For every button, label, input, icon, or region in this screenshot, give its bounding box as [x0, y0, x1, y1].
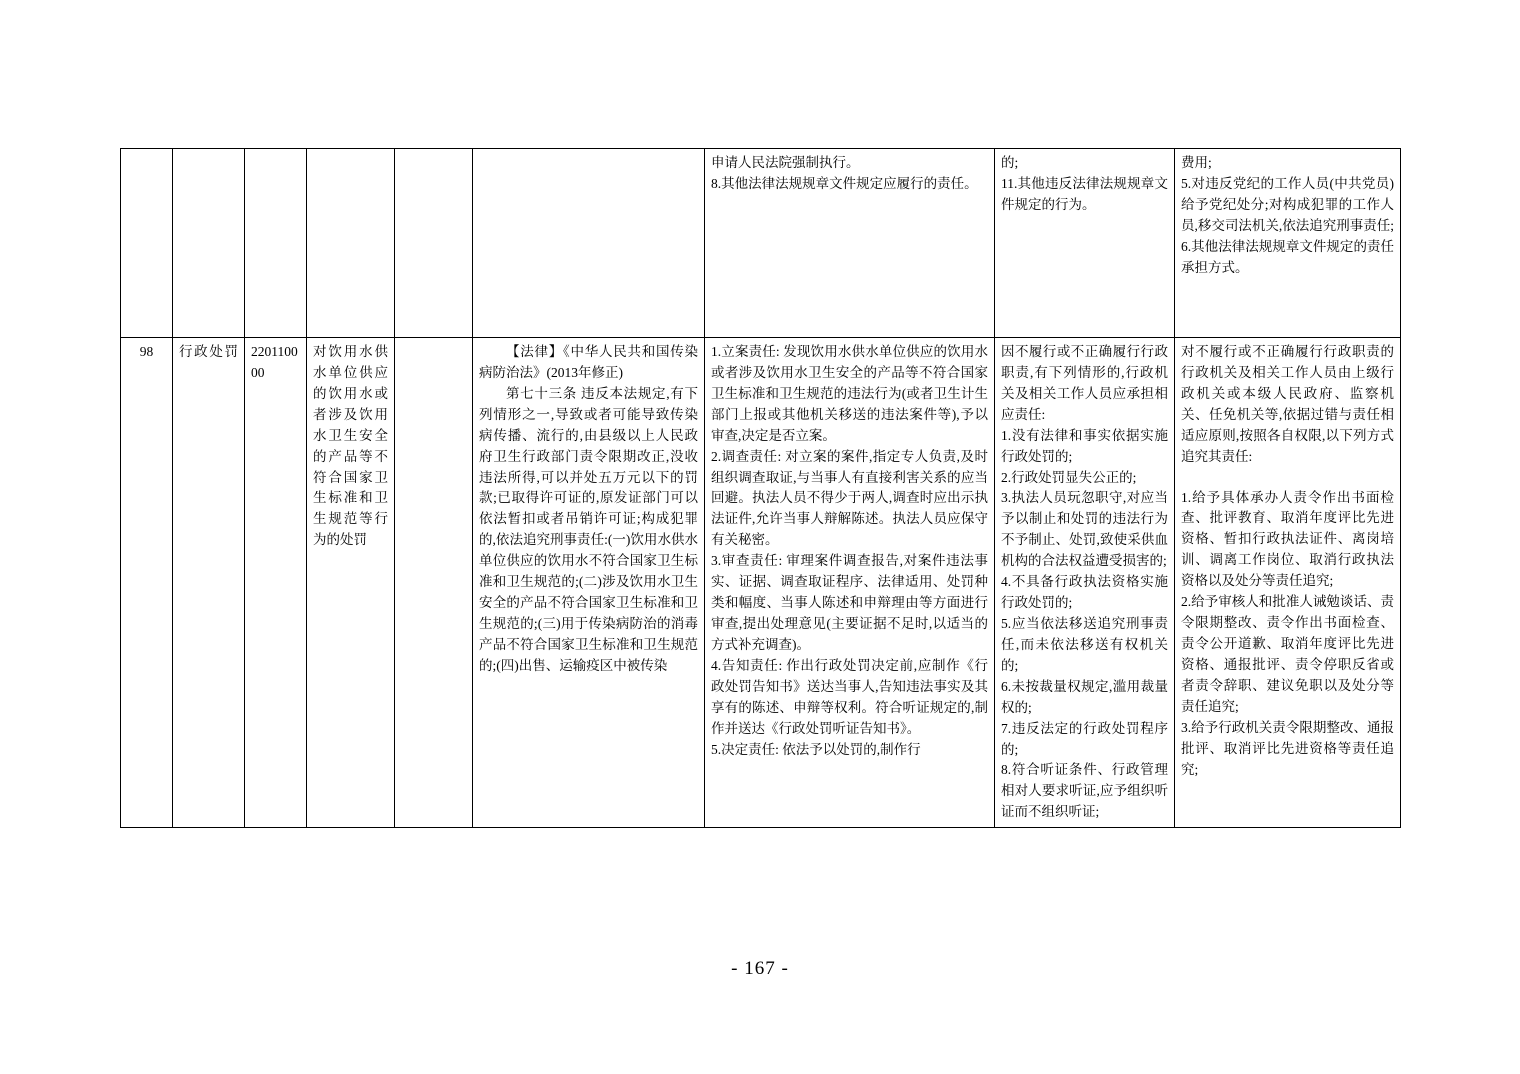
duty-text: 4.告知责任: 作出行政处罚决定前,应制作《行政处罚告知书》送达当事人,告知违法事实及其享有的陈述、申辩等权利。符合听证规定的,制作并送达《行政处罚听证告知书》。 [711, 657, 988, 736]
row-category [173, 149, 245, 338]
row-category: 行政处罚 [173, 338, 245, 828]
condition-text: 11.其他违反法律法规规章文件规定的行为。 [1001, 175, 1168, 212]
row-accountability-methods [1175, 149, 1401, 338]
condition-text: 2.行政处罚显失公正的; [1001, 469, 1137, 485]
table-row [121, 338, 1401, 828]
duty-text: 5.决定责任: 依法予以处罚的,制作行 [711, 741, 921, 757]
basis-title: 【法律】《中华人民共和国传染病防治法》(2013年修正) [479, 344, 698, 380]
row-number [121, 149, 173, 338]
row-accountability-methods [1175, 338, 1401, 828]
row-col5 [395, 338, 473, 828]
responsibility-table [120, 148, 1401, 828]
condition-text: 的; [1001, 155, 1019, 170]
row-code: 220110000 [245, 338, 307, 828]
row-basis [473, 338, 705, 828]
condition-text: 1.没有法律和事实依据实施行政处罚的; [1001, 427, 1168, 464]
condition-text: 3.执法人员玩忽职守,对应当予以制止和处罚的违法行为不予制止、处罚,致使采供血机构的合法权益遭受损害的; [1001, 490, 1168, 569]
row-accountability-conditions [995, 149, 1175, 338]
basis-body: 第七十三条 违反本法规定,有下列情形之一,导致或者可能导致传染病传播、流行的,由县级以上人民政府卫生行政部门责令限期改正,没收违法所得,可以并处五万元以下的罚款;已取得许可证的,原发证部门可以依法暂扣或者吊销许可证;构成犯罪的,依法追究刑事责任:(一)饮用水供水单位供应的饮用水不符合国家卫生标准和卫生规范的;(二)涉及饮用水卫生安全的产品不符合国家卫生标准和卫生规范的;(三)用于传染病防治的消毒产品不符合国家卫生标准和卫生规范的;(四)出售、运输疫区中被传染 [479, 385, 698, 673]
condition-text: 6.未按裁量权规定,滥用裁量权的; [1001, 678, 1168, 715]
row-accountability-conditions [995, 338, 1175, 828]
row-item [307, 149, 395, 338]
condition-text: 5.应当依法移送追究刑事责任,而未依法移送有权机关的; [1001, 615, 1168, 673]
method-head: 对不履行或不正确履行行政职责的行政机关及相关工作人员由上级行政机关或本级人民政府、监察机关、任免机关等,依据过错与责任相适应原则,按照各自权限,以下列方式追究其责任: [1181, 344, 1394, 464]
duty-text: 1.立案责任: 发现饮用水供水单位供应的饮用水或者涉及饮用水卫生安全的产品等不符合国家卫生标准和卫生规范的违法行为(或者卫生计生部门上报或其他机关移送的违法案件等),予以审查,决定是否立案。 [711, 344, 988, 443]
method-text: 5.对违反党纪的工作人员(中共党员)给予党纪处分;对构成犯罪的工作人员,移交司法机关,依法追究刑事责任; [1181, 175, 1395, 233]
method-text: 6.其他法律法规规章文件规定的责任承担方式。 [1181, 238, 1394, 275]
table-row [121, 149, 1401, 338]
row-duties [705, 149, 995, 338]
method-text: 3.给予行政机关责令限期整改、通报批评、取消评比先进资格等责任追究; [1181, 719, 1394, 777]
method-text: 费用; [1181, 155, 1212, 170]
duty-text: 申请人民法院强制执行。 [711, 155, 860, 170]
method-text: 1.给予具体承办人责令作出书面检查、批评教育、取消年度评比先进资格、暂扣行政执法证件、离岗培训、调离工作岗位、取消行政执法资格以及处分等责任追究; [1181, 489, 1394, 589]
condition-head: 因不履行或不正确履行行政职责,有下列情形的,行政机关及相关工作人员应承担相应责任: [1001, 344, 1168, 422]
page-number: - 167 - [731, 958, 789, 979]
method-text: 2.给予审核人和批准人诫勉谈话、责令限期整改、责令作出书面检查、责令公开道歉、取消年度评比先进资格、通报批评、责令停职反省或者责令辞职、建议免职以及处分等责任追究; [1181, 594, 1394, 714]
row-item: 对饮用水供水单位供应的饮用水或者涉及饮用水卫生安全的产品等不符合国家卫生标准和卫生规范等行为的处罚 [307, 338, 395, 828]
condition-text: 8.符合听证条件、行政管理相对人要求听证,应予组织听证而不组织听证; [1001, 762, 1168, 820]
row-duties [705, 338, 995, 828]
row-basis [473, 149, 705, 338]
spacer [1181, 468, 1394, 488]
duty-text: 3.审查责任: 审理案件调查报告,对案件违法事实、证据、调查取证程序、法律适用、处罚种类和幅度、当事人陈述和申辩理由等方面进行审查,提出处理意见(主要证据不足时,以适当的方式补充调查)。 [711, 553, 988, 652]
row-number: 98 [121, 338, 173, 828]
duty-text: 2.调查责任: 对立案的案件,指定专人负责,及时组织调查取证,与当事人有直接利害关系的应当回避。执法人员不得少于两人,调查时应出示执法证件,允许当事人辩解陈述。执法人员应保守有关秘密。 [711, 448, 988, 548]
row-code [245, 149, 307, 338]
row-col5 [395, 149, 473, 338]
duty-text: 8.其他法律法规规章文件规定应履行的责任。 [711, 175, 978, 191]
condition-text: 7.违反法定的行政处罚程序的; [1001, 720, 1168, 757]
condition-text: 4.不具备行政执法资格实施行政处罚的; [1001, 574, 1168, 611]
